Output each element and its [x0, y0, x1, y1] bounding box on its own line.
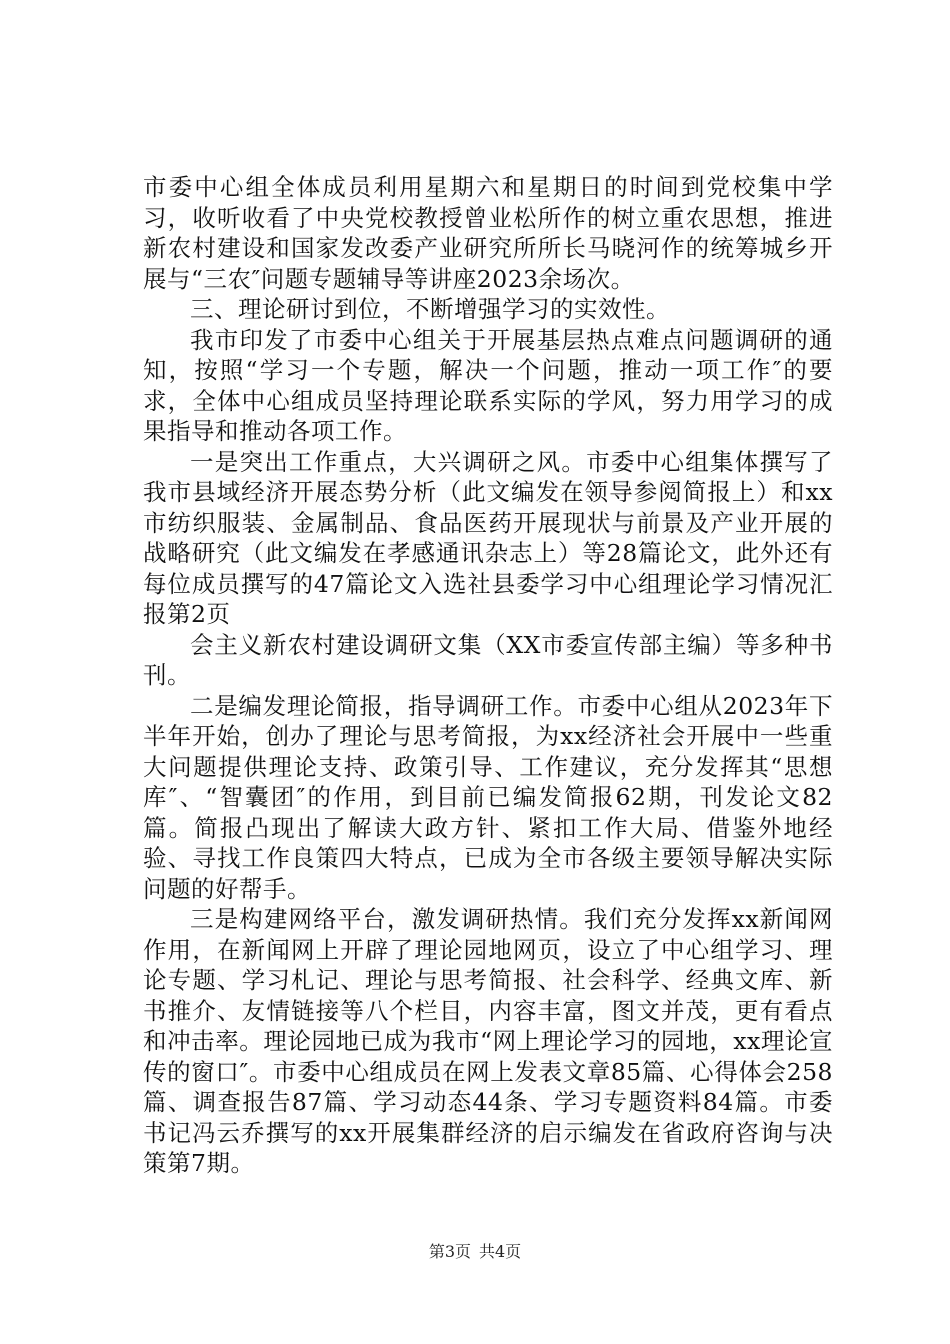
paragraph-1: 市委中心组全体成员利用星期六和星期日的时间到党校集中学习，收听收看了中央党校教授曾业松所作的树立重农思想，推进新农村建设和国家发改委产业研究所所长马晓河作的统筹城乡开展与“三农″问题专题辅导等讲座2023余场次。 — [143, 173, 833, 293]
page-total: 共4页 — [479, 1242, 522, 1261]
page-footer — [0, 1242, 950, 1262]
paragraph-6: 二是编发理论简报，指导调研工作。市委中心组从2023年下半年开始，创办了理论与思考简报，为xx经济社会开展中一些重大问题提供理论支持、政策引导、工作建议，充分发挥其“思想库″、“智囊团″的作用，到目前已编发简报62期，刊发论文82篇。简报凸现出了解读大政方针、紧扣工作大局、借鉴外地经验、寻找工作良策四大特点，已成为全市各级主要领导解决实际问题的好帮手。 — [143, 691, 833, 903]
paragraph-5: 会主义新农村建设调研文集（XX市委宣传部主编）等多种书刊。 — [143, 630, 833, 689]
paragraph-3: 我市印发了市委中心组关于开展基层热点难点问题调研的通知，按照“学习一个专题，解决一个问题，推动一项工作″的要求，全体中心组成员坚持理论联系实际的学风，努力用学习的成果指导和推动各项工作。 — [143, 325, 833, 445]
paragraph-4: 一是突出工作重点，大兴调研之风。市委中心组集体撰写了我市县域经济开展态势分析（此文编发在领导参阅简报上）和xx市纺织服装、金属制品、食品医药开展现状与前景及产业开展的战略研究（此文编发在孝感通讯杂志上）等28篇论文，此外还有每位成员撰写的47篇论文入选社县委学习中心组理论学习情况汇报第2页 — [143, 447, 833, 628]
paragraph-7: 三是构建网络平台，激发调研热情。我们充分发挥xx新闻网作用，在新闻网上开辟了理论园地网页，设立了中心组学习、理论专题、学习札记、理论与思考简报、社会科学、经典文库、新书推介、友情链接等八个栏目，内容丰富，图文并茂，更有看点和冲击率。理论园地已成为我市“网上理论学习的园地，xx理论宣传的窗口″。市委中心组成员在网上发表文章85篇、心得体会258篇、调查报告87篇、学习动态44条、学习专题资料84篇。市委书记冯云乔撰写的xx开展集群经济的启示编发在省政府咨询与决策第7期。 — [143, 905, 833, 1177]
paragraph-2-section-heading: 三、理论研讨到位，不断增强学习的实效性。 — [190, 295, 670, 323]
page-number: 第3页 — [428, 1242, 471, 1261]
document-body — [143, 172, 833, 1179]
